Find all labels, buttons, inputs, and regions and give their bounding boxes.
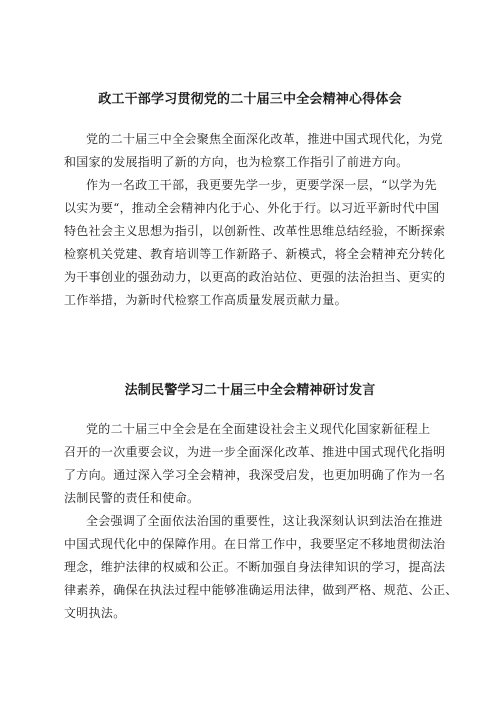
section2-line: 全会强调了全面依法治国的重要性，这让我深刻认识到法治在推进 bbox=[86, 514, 443, 528]
section2-line: 召开的一次重要会议，为进一步全面深化改革、推进中国式现代化指明 bbox=[64, 445, 446, 459]
section2-title: 法制民警学习二十届三中全会精神研讨发言 bbox=[124, 383, 376, 398]
section2-line: 法制民警的责任和使命。 bbox=[64, 491, 200, 505]
section2-line: 律素养，确保在执法过程中能够准确运用法律，做到严格、规范、公正、 bbox=[64, 583, 458, 597]
section1-line: 检察机关党建、教育培训等工作新路子、新模式，将全会精神充分转化 bbox=[64, 247, 446, 261]
section2-line: 中国式现代化中的保障作用。在日常工作中，我要坚定不移地贯彻法治 bbox=[64, 537, 446, 551]
section1-line: 党的二十届三中全会聚焦全面深化改革，推进中国式现代化，为党 bbox=[86, 132, 443, 146]
section1-line: 作为一名政工干部，我更要先学一步，更要学深一层，“以学为先 bbox=[86, 178, 437, 192]
section1-line: 和国家的发展指明了新的方向，也为检察工作指引了前进方向。 bbox=[64, 155, 409, 169]
section1-title: 政工干部学习贯彻党的二十届三中全会精神心得体会 bbox=[98, 92, 402, 107]
section2-line: 理念，维护法律的权威和公正。不断加强自身法律知识的学习，提高法 bbox=[64, 560, 446, 574]
section1-line: 工作举措，为新时代检察工作高质量发展贡献力量。 bbox=[64, 293, 347, 307]
section1-line: 特色社会主义思想为指引，以创新性、改革性思维总结经验，不断探索 bbox=[64, 224, 446, 238]
section1-line: 以实为要“，推动全会精神内化于心、外化于行。以习近平新时代中国 bbox=[64, 201, 440, 215]
section2-line: 了方向。通过深入学习全会精神，我深受启发，也更加明确了作为一名 bbox=[64, 468, 446, 482]
section2-line: 文明执法。 bbox=[64, 606, 126, 620]
section2-line: 党的二十届三中全会是在全面建设社会主义现代化国家新征程上 bbox=[86, 422, 431, 436]
section1-line: 为干事创业的强劲动力，以更高的政治站位、更强的法治担当、更实的 bbox=[64, 270, 446, 284]
